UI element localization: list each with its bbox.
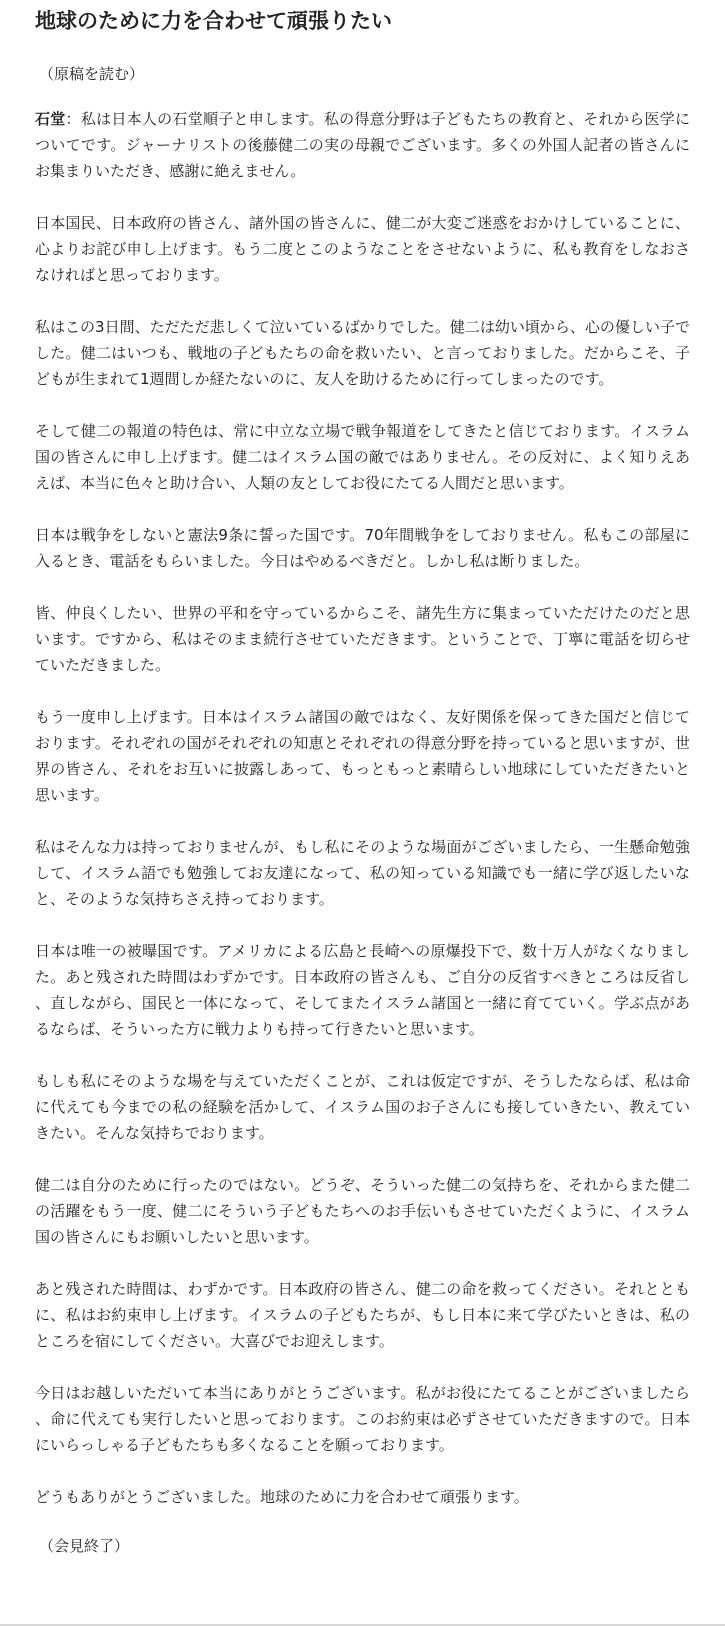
paragraph: 皆、仲良くしたい、世界の平和を守っているからこそ、諸先生方に集まっていただけたのだと思います。ですから、私はそのまま続行させていただきます。ということで、丁寧に電話を切らせていただきました。 xyxy=(35,604,690,674)
closing-note: （会見終了） xyxy=(39,1537,130,1555)
paragraph: 私はこの3日間、ただただ悲しくて泣いているばかりでした。健二は幼い頃から、心の優しい子でした。健二はいつも、戦地の子どもたちの命を救いたい、と言っておりました。だからこそ、子どもが生まれて1週間しか経たないのに、友人を助けるために行ってしまったのです。 xyxy=(35,318,690,388)
paragraph: 今日はお越しいただいて本当にありがとうございます。私がお役にたてることがございましたら、命に代えても実行したいと思っております。このお約束は必ずさせていただきますので。日本にいらっしゃる子どもたちも多くなることを願っております。 xyxy=(35,1384,690,1454)
paragraph: そして健二の報道の特色は、常に中立な立場で戦争報道をしてきたと信じております。イスラム国の皆さんに申し上げます。健二はイスラム国の敵ではありません。その反対に、よく知りえあえば、本当に色々と助け合い、人類の友としてお役にたてる人間だと思います。 xyxy=(35,422,690,492)
article-title: 地球のために力を合わせて頑張りたい xyxy=(35,9,392,33)
paragraph: 日本は戦争をしないと憲法9条に誓った国です。70年間戦争をしておりません。私もこの部屋に入るとき、電話をもらいました。今日はやめるべきだと。しかし私は断りました。 xyxy=(35,526,690,570)
speaker-name: 石堂 xyxy=(35,110,66,128)
speaker-separator: ： xyxy=(65,110,81,128)
paragraph: 健二は自分のために行ったのではない。どうぞ、そういった健二の気持ちを、それからまた健二の活躍をもう一度、健二にそういう子どもたちへのお手伝いもさせていただくように、イスラム国の皆さんにもお願いしたいと思います。 xyxy=(35,1176,690,1246)
paragraph: 日本は唯一の被曝国です。アメリカによる広島と長崎への原爆投下で、数十万人がなくなりました。あと残された時間はわずかです。日本政府の皆さんも、ご自分の反省すべきところは反省し、直しながら、国民と一体になって、そしてまたイスラム諸国と一緒に育てていく。学ぶ点があるならば、そういった方に戦力よりも持って行きたいと思います。 xyxy=(35,942,690,1038)
paragraph: どうもありがとうございました。地球のために力を合わせて頑張ります。 xyxy=(35,1488,529,1506)
paragraph: あと残された時間は、わずかです。日本政府の皆さん、健二の命を救ってください。それとともに、私はお約束申し上げます。イスラムの子どもたちが、もし日本に来て学びたいときは、私のところを宿にしてください。大喜びでお迎えします。 xyxy=(35,1280,690,1350)
paragraph: もしも私にそのような場を与えていただくことが、これは仮定ですが、そうしたならば、私は命に代えても今までの私の経験を活かして、イスラム国のお子さんにも接していきたい、教えていきたい。そんな気持ちでおります。 xyxy=(35,1072,690,1142)
paragraph-speaker-intro xyxy=(35,106,690,184)
article-body xyxy=(35,106,690,1556)
paragraph-text: 私は日本人の石堂順子と申します。私の得意分野は子どもたちの教育と、それから医学についてです。ジャーナリストの後藤健二の実の母親でございます。多くの外国人記者の皆さんにお集まりいただき、感謝に絶えません。 xyxy=(35,110,690,180)
intro-note: （原稿を読む） xyxy=(39,65,145,83)
paragraph: もう一度申し上げます。日本はイスラム諸国の敵ではなく、友好関係を保ってきた国だと信じております。それぞれの国がそれぞれの知恵とそれぞれの得意分野を持っていると思いますが、世界の皆さん、それをお互いに披露しあって、もっともっと素晴らしい地球にしていただきたいと思います。 xyxy=(35,708,690,804)
paragraph: 日本国民、日本政府の皆さん、諸外国の皆さんに、健二が大変ご迷惑をおかけしていることに、心よりお詫び申し上げます。もう二度とこのようなことをさせないように、私も教育をしなおさなければと思っております。 xyxy=(35,214,690,284)
paragraph: 私はそんな力は持っておりませんが、もし私にそのような場面がございましたら、一生懸命勉強して、イスラム語でも勉強してお友達になって、私の知っている知識でも一緒に学び返したいなと、そのような気持ちさえ持っております。 xyxy=(35,838,690,908)
